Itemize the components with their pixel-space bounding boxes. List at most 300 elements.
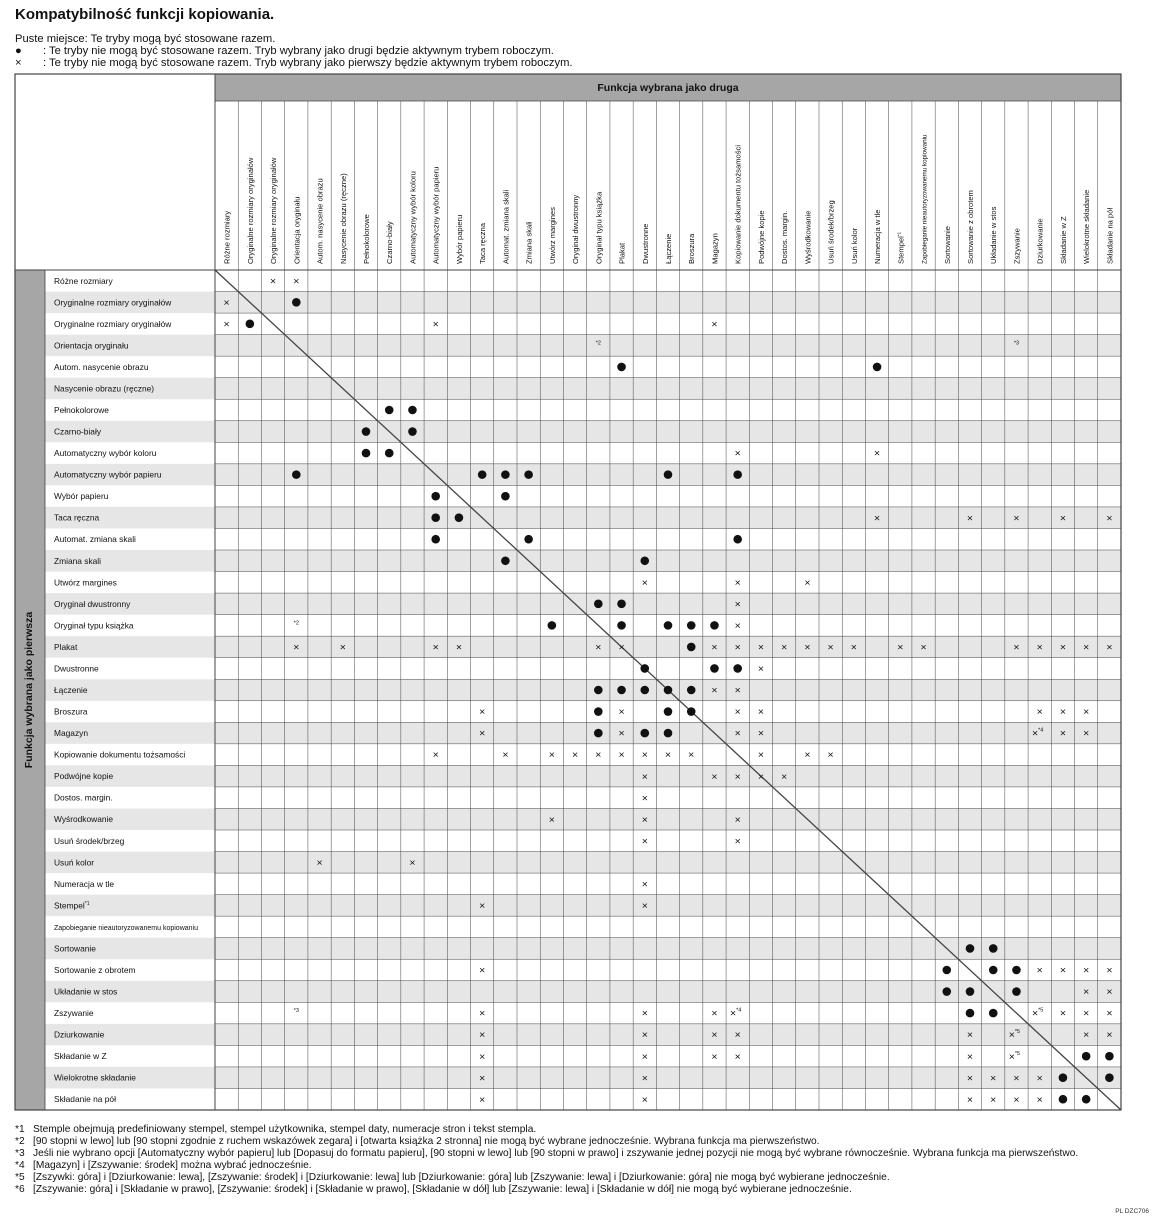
incompatible-cross: ×	[339, 641, 346, 654]
incompatible-cross: ×	[223, 318, 230, 331]
incompatible-dot	[408, 427, 417, 436]
row-label: Zapobieganie nieautoryzowanemu kopiowaniu	[54, 924, 198, 932]
legend-cross-symbol: ×	[15, 57, 22, 69]
incompatible-dot	[1082, 1095, 1091, 1104]
incompatible-cross: ×	[641, 813, 648, 826]
incompatible-cross: ×	[270, 275, 277, 288]
column-label: Usuń kolor	[849, 227, 859, 264]
incompatible-dot	[873, 363, 882, 372]
footnote-4-key: *4	[15, 1160, 25, 1171]
column-label: Pełnokolorowe	[362, 214, 371, 264]
incompatible-cross: ×	[1106, 964, 1113, 977]
column-label: Taca ręczna	[478, 223, 488, 264]
incompatible-cross: ×	[711, 1007, 718, 1020]
first-function-header: Funkcja wybrana jako pierwsza	[23, 611, 35, 769]
incompatible-dot	[664, 729, 673, 738]
incompatible-cross: ×	[641, 1093, 648, 1106]
incompatible-cross: ×	[409, 856, 416, 869]
footnote-6-key: *6	[15, 1184, 25, 1195]
incompatible-dot	[431, 535, 440, 544]
footnote-2	[15, 1136, 819, 1148]
incompatible-cross: ×	[734, 447, 741, 460]
incompatible-cross: ×	[548, 813, 555, 826]
incompatible-cross: ×	[479, 706, 486, 719]
incompatible-cross: ×	[711, 1050, 718, 1063]
row-label: Plakat	[54, 641, 78, 652]
incompatible-cross: ×	[1059, 1007, 1066, 1020]
incompatible-cross: ×	[641, 576, 648, 589]
incompatible-cross: ×	[432, 641, 439, 654]
incompatible-cross: ×	[641, 878, 648, 891]
incompatible-dot	[640, 686, 649, 695]
incompatible-cross: ×	[641, 770, 648, 783]
column-label: Usuń środek/brzeg	[826, 200, 836, 264]
column-label: Łączenie	[664, 233, 673, 264]
incompatible-dot	[989, 966, 998, 975]
incompatible-dot	[501, 492, 510, 501]
incompatible-dot	[501, 470, 510, 479]
incompatible-cross: ×	[734, 576, 741, 589]
incompatible-cross: ×	[757, 663, 764, 676]
incompatible-cross: ×	[734, 770, 741, 783]
incompatible-cross: ×	[1083, 1029, 1090, 1042]
row-band	[45, 679, 1121, 701]
row-label: Zmiana skali	[54, 555, 102, 566]
incompatible-dot	[455, 513, 464, 522]
incompatible-dot	[524, 535, 533, 544]
incompatible-cross: ×	[688, 749, 695, 762]
incompatible-cross: ×	[1083, 706, 1090, 719]
incompatible-cross: ×	[1083, 727, 1090, 740]
row-label: Pełnokolorowe	[54, 405, 109, 415]
incompatible-dot	[966, 987, 975, 996]
incompatible-cross: ×	[734, 619, 741, 632]
incompatible-cross: ×	[641, 1007, 648, 1020]
incompatible-dot	[966, 1009, 975, 1018]
incompatible-cross: ×	[804, 641, 811, 654]
second-function-header: Funkcja wybrana jako druga	[597, 82, 739, 94]
incompatible-cross: ×	[595, 641, 602, 654]
row-band	[45, 550, 1121, 572]
incompatible-cross: ×	[711, 318, 718, 331]
incompatible-dot	[942, 987, 951, 996]
incompatible-dot	[687, 643, 696, 652]
incompatible-cross: ×	[990, 1093, 997, 1106]
incompatible-dot	[1012, 987, 1021, 996]
incompatible-cross: ×	[1036, 964, 1043, 977]
incompatible-cross: ×	[479, 1050, 486, 1063]
row-band	[45, 1067, 1121, 1089]
footnote-2-key: *2	[15, 1136, 25, 1147]
row-band	[45, 722, 1121, 744]
footnote-ref: *3	[293, 1008, 299, 1015]
row-band	[45, 335, 1121, 357]
column-label: Składanie na pół	[1105, 207, 1115, 264]
incompatible-cross: ×	[618, 641, 625, 654]
incompatible-dot	[617, 363, 626, 372]
row-label: Różne rozmiary	[54, 275, 113, 286]
incompatible-dot	[640, 729, 649, 738]
incompatible-cross: ×	[572, 749, 579, 762]
incompatible-cross: ×	[1036, 641, 1043, 654]
incompatible-cross: ×	[1106, 1029, 1113, 1042]
incompatible-cross: ×	[1083, 964, 1090, 977]
incompatible-dot	[710, 664, 719, 673]
incompatible-cross: ×	[1083, 986, 1090, 999]
incompatible-cross: ×	[479, 1072, 486, 1085]
incompatible-cross: ×	[479, 727, 486, 740]
row-band	[45, 981, 1121, 1003]
incompatible-cross: ×	[757, 641, 764, 654]
incompatible-cross: ×	[1036, 706, 1043, 719]
column-label: Czarno-biały	[385, 221, 395, 264]
incompatible-dot	[1105, 1052, 1114, 1061]
column-label: Wyśrodkowanie	[803, 210, 813, 264]
row-label: Oryginalne rozmiary oryginałów	[54, 318, 172, 329]
column-label: Układanie w stos	[989, 206, 999, 264]
incompatible-cross: ×	[1106, 986, 1113, 999]
incompatible-dot	[989, 944, 998, 953]
incompatible-dot	[664, 707, 673, 716]
incompatible-cross: ×	[641, 899, 648, 912]
row-label: Wielokrotne składanie	[54, 1072, 136, 1083]
incompatible-dot	[733, 664, 742, 673]
incompatible-cross: ×	[1106, 1007, 1113, 1020]
legend-dot-text: : Te tryby nie mogą być stosowane razem. Tryb wybrany jako drugi będzie aktywnym trybem roboczym.	[43, 45, 554, 57]
footnote-5-key: *5	[15, 1172, 25, 1183]
incompatible-dot	[501, 556, 510, 565]
incompatible-cross: ×	[1013, 1072, 1020, 1085]
row-label: Usuń środek/brzeg	[54, 835, 125, 846]
incompatible-dot	[1012, 966, 1021, 975]
row-band	[45, 378, 1121, 400]
footnote-1-key: *1	[15, 1124, 25, 1135]
incompatible-cross-footnote: ×$^{*5}$	[1008, 1029, 1021, 1042]
incompatible-dot	[246, 320, 255, 329]
incompatible-cross: ×	[734, 598, 741, 611]
incompatible-cross: ×	[1059, 727, 1066, 740]
incompatible-cross: ×	[711, 684, 718, 697]
row-label: Oryginalne rozmiary oryginałów	[54, 297, 172, 308]
incompatible-dot	[664, 686, 673, 695]
row-label: Nasycenie obrazu (ręczne)	[54, 383, 155, 394]
incompatible-cross: ×	[1083, 641, 1090, 654]
column-label: Kopiowanie dokumentu tożsamości	[733, 144, 743, 264]
column-label: Numeracja w tle	[873, 209, 883, 264]
row-label: Czarno-biały	[54, 426, 102, 437]
column-label: Oryginalne rozmiary oryginałów	[245, 157, 255, 264]
row-label: Składanie w Z	[54, 1051, 107, 1062]
footnote-6	[15, 1184, 852, 1196]
incompatible-cross: ×	[641, 749, 648, 762]
incompatible-dot	[664, 621, 673, 630]
incompatible-dot	[594, 600, 603, 609]
incompatible-cross: ×	[711, 770, 718, 783]
incompatible-cross: ×	[432, 749, 439, 762]
incompatible-cross: ×	[757, 770, 764, 783]
column-label: Autom. nasycenie obrazu	[315, 178, 325, 264]
column-label: Utwórz margines	[547, 207, 557, 264]
row-band	[45, 808, 1121, 830]
incompatible-cross: ×	[479, 899, 486, 912]
incompatible-dot	[942, 966, 951, 975]
incompatible-cross: ×	[711, 1029, 718, 1042]
incompatible-cross: ×	[641, 1029, 648, 1042]
incompatible-cross: ×	[479, 1029, 486, 1042]
row-label: Oryginał dwustronny	[54, 598, 131, 609]
footnote-3-text: Jeśli nie wybrano opcji [Automatyczny wybór papieru] lub [Dopasuj do formatu papieru], [90 stopni w lewo] lub [90 stopni w prawo] i zszywanie jednej pozycji nie mogą być wybrane równocześnie. Wybrana funkcja ma pierwszeństwo.	[33, 1148, 1079, 1159]
incompatible-dot	[1059, 1073, 1068, 1082]
incompatible-dot	[362, 427, 371, 436]
row-label: Utwórz margines	[54, 577, 117, 588]
column-label: Dostos. margin.	[780, 210, 790, 264]
column-label: Dwustronne	[640, 223, 650, 264]
row-label: Sortowanie	[54, 943, 96, 954]
column-label: Automatyczny wybór koloru	[408, 171, 418, 264]
row-label: Łączenie	[54, 685, 88, 695]
incompatible-cross: ×	[1013, 512, 1020, 525]
incompatible-cross: ×	[757, 706, 764, 719]
incompatible-cross: ×	[641, 835, 648, 848]
row-band	[45, 938, 1121, 960]
incompatible-dot	[617, 621, 626, 630]
incompatible-cross: ×	[734, 835, 741, 848]
incompatible-dot	[594, 686, 603, 695]
column-label: Składanie w Z	[1058, 216, 1068, 264]
incompatible-cross: ×	[316, 856, 323, 869]
incompatible-cross: ×	[1059, 641, 1066, 654]
footnote-ref: *2	[595, 340, 601, 347]
page-title: Kompatybilność funkcji kopiowania.	[15, 6, 275, 23]
incompatible-dot	[664, 470, 673, 479]
column-label: Nasycenie obrazu (ręczne)	[338, 173, 348, 264]
incompatible-dot	[966, 944, 975, 953]
column-label: Sortowanie	[942, 226, 952, 264]
row-band	[45, 765, 1121, 787]
incompatible-cross: ×	[781, 641, 788, 654]
incompatible-cross: ×	[734, 706, 741, 719]
column-label: Automat. zmiana skali	[501, 189, 511, 264]
incompatible-cross: ×	[966, 512, 974, 525]
row-band	[45, 421, 1121, 443]
incompatible-dot	[478, 470, 487, 479]
incompatible-dot	[687, 621, 696, 630]
row-band	[45, 636, 1121, 658]
incompatible-cross: ×	[734, 727, 741, 740]
incompatible-cross: ×	[1013, 1093, 1020, 1106]
incompatible-dot	[431, 513, 440, 522]
incompatible-cross: ×	[432, 318, 439, 331]
incompatible-cross: ×	[874, 512, 881, 525]
column-label: Oryginalne rozmiary oryginałów	[269, 157, 279, 264]
incompatible-cross: ×	[734, 1050, 741, 1063]
incompatible-dot	[594, 729, 603, 738]
incompatible-dot	[1082, 1052, 1091, 1061]
footnote-5-text: [Zszywki: góra] i [Dziurkowanie: lewa], [Zszywanie: środek] i [Dziurkowanie: lewa] lub [Dziurkowanie: góra] lub [Zszywanie: lewa] i [Dziurkowanie: góra] nie mogą być wybierane jednocześnie.	[33, 1172, 890, 1183]
incompatible-dot	[385, 406, 394, 415]
footnote-2-text: [90 stopni w lewo] lub [90 stopni zgodnie z ruchem wskazówek zegara] i [otwarta książka 2 stronna] nie mogą być wybrane jednocześnie. Wybrana funkcja ma pierwszeństwo.	[33, 1136, 820, 1147]
incompatible-cross: ×	[641, 1050, 648, 1063]
incompatible-cross: ×	[966, 1093, 974, 1106]
column-label: Sortowanie z obrotem	[966, 190, 975, 264]
incompatible-dot	[733, 470, 742, 479]
row-label: Kopiowanie dokumentu tożsamości	[54, 749, 186, 760]
incompatible-cross: ×	[618, 749, 625, 762]
footnote-4-text: [Magazyn] i [Zszywanie: środek] można wybrać jednocześnie.	[33, 1160, 312, 1171]
column-label: Wielokrotne składanie	[1082, 189, 1092, 264]
incompatible-dot	[640, 664, 649, 673]
row-label: Dziurkowanie	[54, 1029, 105, 1040]
incompatible-dot	[687, 707, 696, 716]
incompatible-dot	[617, 686, 626, 695]
incompatible-cross: ×	[1059, 706, 1066, 719]
row-label: Broszura	[54, 706, 88, 717]
legend-blank-text: Puste miejsce: Te tryby mogą być stosowane razem.	[15, 33, 276, 45]
incompatible-dot	[408, 406, 417, 415]
incompatible-dot	[989, 1009, 998, 1018]
column-label: Zapobieganie nieautoryzowanemu kopiowaniu	[921, 134, 929, 264]
incompatible-cross-footnote: ×$^{*4}$	[1032, 727, 1044, 740]
row-label: Orientacja oryginału	[54, 340, 129, 351]
incompatible-dot	[292, 470, 301, 479]
footnote-ref: *3	[1013, 340, 1020, 347]
incompatible-cross: ×	[223, 296, 230, 309]
incompatible-cross-footnote: ×$^{*5}$	[1032, 1007, 1044, 1020]
footnote-1-text: Stemple obejmują predefiniowany stempel, stempel użytkownika, stempel daty, numeracje stron i tekst stempla.	[33, 1124, 537, 1135]
incompatible-cross: ×	[1059, 512, 1066, 525]
incompatible-cross: ×	[1036, 1072, 1043, 1085]
incompatible-dot	[548, 621, 557, 630]
column-label: Zszywanie	[1012, 228, 1022, 264]
column-label: Broszura	[687, 233, 697, 264]
row-band	[45, 895, 1121, 917]
row-label: Automatyczny wybór papieru	[54, 469, 162, 480]
footnote-4	[15, 1160, 312, 1172]
incompatible-cross: ×	[618, 706, 625, 719]
incompatible-cross: ×	[618, 727, 625, 740]
row-label: Numeracja w tle	[54, 878, 115, 889]
incompatible-dot	[594, 707, 603, 716]
incompatible-cross: ×	[734, 813, 741, 826]
row-label: Autom. nasycenie obrazu	[54, 361, 149, 372]
incompatible-cross: ×	[781, 770, 788, 783]
incompatible-cross: ×	[827, 641, 834, 654]
incompatible-dot	[362, 449, 371, 458]
incompatible-dot	[710, 621, 719, 630]
row-label: Magazyn	[54, 728, 88, 739]
incompatible-cross: ×	[1106, 641, 1113, 654]
column-label: Plakat	[617, 242, 627, 264]
row-label: Układanie w stos	[54, 986, 118, 997]
footnote-ref: *2	[293, 620, 299, 627]
incompatible-cross: ×	[455, 641, 462, 654]
row-label: Zszywanie	[54, 1008, 94, 1019]
incompatible-cross: ×	[641, 792, 648, 805]
incompatible-dot	[617, 600, 626, 609]
column-label: Stempel$^{*1}$	[896, 231, 906, 264]
incompatible-cross: ×	[1059, 964, 1066, 977]
incompatible-cross: ×	[479, 1093, 486, 1106]
incompatible-cross: ×	[1106, 512, 1113, 525]
legend-cross-text: : Te tryby nie mogą być stosowane razem. Tryb wybrany jako pierwszy będzie aktywnym trybem roboczym.	[43, 57, 573, 69]
column-label: Dziurkowanie	[1035, 218, 1045, 264]
row-label: Sortowanie z obrotem	[54, 965, 136, 975]
row-label: Usuń kolor	[54, 857, 95, 868]
incompatible-cross: ×	[1036, 1093, 1043, 1106]
incompatible-cross: ×	[479, 964, 486, 977]
footnote-3-key: *3	[15, 1148, 25, 1159]
incompatible-cross: ×	[804, 749, 811, 762]
incompatible-cross: ×	[734, 641, 741, 654]
row-label: Oryginał typu książka	[54, 620, 134, 631]
row-band	[45, 1024, 1121, 1046]
row-band	[45, 464, 1121, 486]
incompatible-dot	[385, 449, 394, 458]
incompatible-cross: ×	[1083, 1007, 1090, 1020]
incompatible-dot	[524, 470, 533, 479]
incompatible-cross: ×	[804, 576, 811, 589]
document-code: PL DZC706	[1115, 1208, 1149, 1215]
incompatible-cross: ×	[502, 749, 509, 762]
incompatible-dot	[640, 556, 649, 565]
incompatible-cross: ×	[734, 1029, 741, 1042]
incompatible-cross: ×	[664, 749, 672, 762]
incompatible-dot	[733, 535, 742, 544]
incompatible-cross: ×	[966, 1029, 974, 1042]
column-label: Oryginał dwustronny	[571, 194, 581, 264]
incompatible-dot	[1105, 1073, 1114, 1082]
incompatible-cross: ×	[757, 727, 764, 740]
column-label: Zmiana skali	[524, 221, 534, 264]
row-label: Stempel$^{*1}$	[54, 900, 90, 911]
incompatible-cross: ×	[293, 275, 300, 288]
incompatible-cross: ×	[850, 641, 857, 654]
row-label: Automat. zmiana skali	[54, 534, 136, 545]
footnote-3	[15, 1148, 1078, 1160]
incompatible-cross: ×	[827, 749, 834, 762]
incompatible-cross: ×	[548, 749, 555, 762]
row-label: Automatyczny wybór koloru	[54, 448, 157, 459]
incompatible-cross: ×	[757, 749, 764, 762]
row-label: Składanie na pół	[54, 1094, 116, 1105]
incompatible-cross: ×	[641, 1072, 648, 1085]
footnote-5	[15, 1172, 890, 1184]
row-band	[45, 292, 1121, 314]
incompatible-dot	[292, 298, 301, 307]
incompatible-cross: ×	[897, 641, 904, 654]
incompatible-cross: ×	[920, 641, 927, 654]
footnote-1	[15, 1124, 536, 1136]
incompatible-cross: ×	[966, 1072, 974, 1085]
incompatible-dot	[1059, 1095, 1068, 1104]
column-label: Automatyczny wybór papieru	[431, 166, 441, 264]
row-band	[45, 852, 1121, 874]
column-label: Różne rozmiary	[222, 210, 232, 264]
incompatible-cross: ×	[874, 447, 881, 460]
incompatible-cross: ×	[293, 641, 300, 654]
row-label: Podwójne kopie	[54, 771, 114, 782]
incompatible-cross-footnote: ×$^{*4}$	[730, 1007, 742, 1020]
row-label: Dostos. margin.	[54, 792, 113, 803]
incompatible-cross: ×	[711, 641, 718, 654]
incompatible-cross: ×	[734, 684, 741, 697]
incompatible-cross: ×	[966, 1050, 974, 1063]
incompatible-dot	[687, 686, 696, 695]
row-label: Wyśrodkowanie	[54, 814, 114, 825]
incompatible-cross: ×	[1013, 641, 1020, 654]
legend-dot-symbol: ●	[15, 45, 22, 57]
row-label: Taca ręczna	[54, 512, 100, 523]
